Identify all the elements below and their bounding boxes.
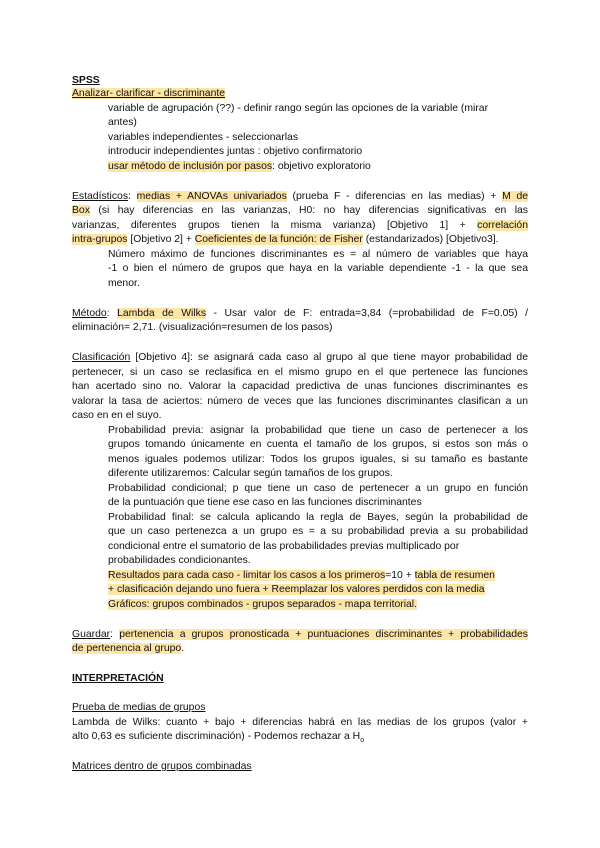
subheading-matrices: Matrices dentro de grupos combinadas	[72, 761, 252, 772]
probabilidad-line: probabilidades condicionantes.	[108, 555, 251, 566]
interpretacion-line: Lambda de Wilks: cuanto + bajo + diferencias habrá en las medias de los grupos (valor +	[72, 717, 528, 728]
spss-item: variable de agrupación (??) - definir rango según las opciones de la variable (mirar	[108, 103, 489, 114]
estadisticos-line: intra-grupos [Objetivo 2] + Coeficientes de la función: de Fisher (estandarizados) [Objetivo3].	[72, 234, 499, 245]
estadisticos-line: Box (si hay diferencias en las varianzas, H0: no hay diferencias significativas en las	[72, 205, 528, 216]
probabilidad-line: Probabilidad previa: asignar la probabilidad que tiene un caso de pertenecer a los	[108, 425, 528, 436]
clasificacion-line: han acertado sino no. Valorar la capacidad predictiva de unas funciones discriminantes es	[72, 381, 528, 392]
interpretacion-title: INTERPRETACIÓN	[72, 673, 164, 684]
clasificacion-line: caso en en el suyo.	[72, 410, 162, 421]
estadisticos-line: varianzas, diferentes grupos tienen la misma varianza) [Objetivo 1] + correlación	[72, 220, 528, 231]
guardar-line: Guardar: pertenencia a grupos pronosticada + puntuaciones discriminantes + probabilidades	[72, 629, 528, 640]
clasificacion-line: valorar la tasa de aciertos: número de veces que las funciones discriminantes clasifican a un	[72, 396, 528, 407]
probabilidad-line: grupos tomando únicamente en cuenta el tamaño de los grupos, si estos son más o	[108, 439, 528, 450]
estadisticos-line: Estadísticos: medias + ANOVAs univariados (prueba F - diferencias en las medias) + M de	[72, 191, 529, 202]
estadisticos-note: menor.	[108, 278, 140, 289]
probabilidad-line: Probabilidad condicional; p que tiene un caso de pertenecer a un grupo en función	[108, 483, 528, 494]
probabilidad-line: condicional entre el sumatorio de las probabilidades previas multiplicado por	[108, 541, 460, 552]
metodo-line: eliminación= 2,71. (visualización=resumen de los pasos)	[72, 322, 333, 333]
spss-item: variables independientes - seleccionarlas	[108, 132, 299, 143]
metodo-line: Método: Lambda de Wilks - Usar valor de F: entrada=3,84 (=probabilidad de F=0.05) /	[72, 308, 528, 319]
resultados-line: + clasificación dejando uno fuera + Reemplazar los valores perdidos con la media	[108, 584, 485, 595]
probabilidad-line: diferente utilizaremos: Calcular según tamaños de los grupos.	[108, 468, 393, 479]
spss-item: introducir independientes juntas : objetivo confirmatorio	[108, 146, 363, 157]
guardar-line: de pertenencia al grupo.	[72, 643, 185, 654]
subheading-prueba-medias: Prueba de medias de grupos	[72, 702, 206, 713]
probabilidad-line: Probabilidad final: se calcula aplicando la regla de Bayes, según la probabilidad de	[108, 512, 528, 523]
spss-title: SPSS	[72, 75, 100, 86]
resultados-line: Resultados para cada caso - limitar los casos a los primeros=10 + tabla de resumen	[108, 570, 495, 581]
resultados-line: Gráficos: grupos combinados - grupos separados - mapa territorial.	[108, 599, 417, 610]
spss-item: antes)	[108, 117, 137, 128]
estadisticos-note: Número máximo de funciones discriminantes es = al número de variables que haya	[108, 249, 528, 260]
menu-path: Analizar- clarificar - discriminante	[72, 88, 226, 99]
probabilidad-line: menos iguales podemos utilizar: Todos los grupos iguales, si su tamaño es bastante	[108, 454, 528, 465]
probabilidad-line: de la puntuación que tiene ese caso en las funciones discriminantes	[108, 497, 422, 508]
clasificacion-line: Clasificación [Objetivo 4]: se asignará cada caso al grupo al que tiene mayor probabilidad de	[72, 352, 528, 363]
clasificacion-line: pertenecer, si un caso se reclasifica en el mismo grupo en el que pertenece las funciones	[72, 367, 528, 378]
probabilidad-line: que un caso pertenezca a un grupo es = a su probabilidad previa a su probabilidad	[108, 526, 528, 537]
estadisticos-note: -1 o bien el número de grupos que haya en la variable dependiente -1 - la que sea	[108, 263, 528, 274]
interpretacion-line: alto 0,63 es suficiente discriminación) - Podemos rechazar a $H_o$	[72, 731, 365, 745]
spss-stepwise: usar método de inclusión por pasos: objetivo exploratorio	[108, 161, 371, 172]
